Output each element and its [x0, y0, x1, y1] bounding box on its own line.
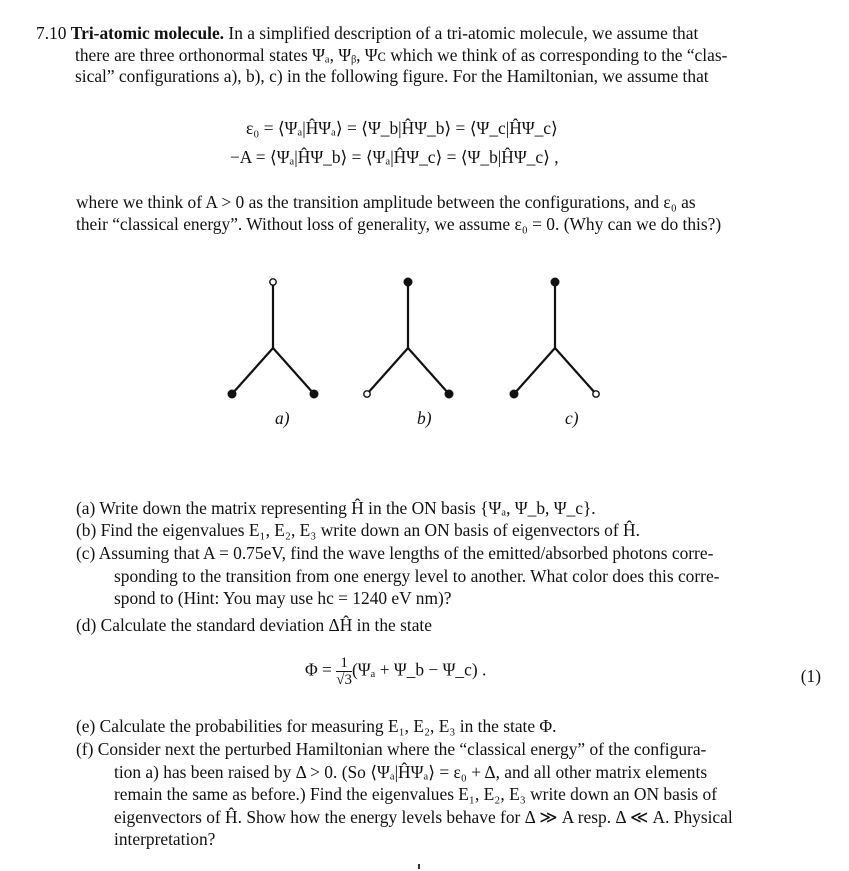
- phi-equation: [305, 655, 486, 688]
- problem-intro: [36, 23, 820, 88]
- phi-lhs: Φ =: [305, 659, 332, 680]
- item-f-line-2: tion a) has been raised by Δ > 0. (So ⟨Ψₐ|ĤΨₐ⟩ = ε₀ + Δ, and all other matrix elements: [114, 761, 708, 782]
- item-c: [76, 542, 822, 610]
- phi-rhs: (Ψₐ + Ψ_b − Ψ_c) .: [351, 659, 487, 680]
- label-b: b): [417, 408, 432, 428]
- equation-offdiagonal: −A = ⟨Ψₐ|ĤΨ_b⟩ = ⟨Ψₐ|ĤΨ_c⟩ = ⟨Ψ_b|ĤΨ_c⟩ ,: [230, 147, 559, 167]
- item-a-line-1: (a) Write down the matrix representing Ĥ in the ON basis {Ψₐ, Ψ_b, Ψ_c}.: [76, 498, 596, 518]
- item-c-line-3: spond to (Hint: You may use hc = 1240 eV nm)?: [114, 588, 452, 608]
- label-a: a): [275, 408, 290, 428]
- item-f-line-5: interpretation?: [114, 829, 216, 849]
- item-f-line-1: (f) Consider next the perturbed Hamiltonian where the “classical energy” of the configura-: [76, 739, 707, 759]
- item-e-line-1: (e) Calculate the probabilities for measuring E₁, E₂, E₃ in the state Φ.: [76, 716, 557, 736]
- item-f-line-4: eigenvectors of Ĥ. Show how the energy levels behave for Δ ≫ A resp. Δ ≪ A. Physical: [114, 806, 733, 827]
- item-a: [76, 497, 822, 520]
- intro-line-2: there are three orthonormal states Ψₐ, Ψᵦ, Ψᴄ which we think of as corresponding to the “clas-: [75, 44, 728, 65]
- item-f: [76, 738, 822, 851]
- item-b: [76, 519, 822, 542]
- phi-fraction: [336, 655, 352, 688]
- configuration-a-diagram: [229, 279, 318, 398]
- configuration-b-diagram: [364, 279, 453, 398]
- item-d: [76, 614, 822, 637]
- label-c: c): [565, 408, 579, 428]
- problem-title: Tri-atomic molecule.: [70, 23, 225, 43]
- after-line-1: where we think of A > 0 as the transition amplitude between the configurations, and ε₀ as: [76, 192, 696, 212]
- intro-text-1: In a simplified description of a tri-atomic molecule, we assume that: [228, 23, 699, 43]
- equation-number: (1): [800, 666, 821, 686]
- item-c-line-2: sponding to the transition from one energy level to another. What color does this corre-: [114, 565, 720, 586]
- phi-numerator: 1: [336, 655, 352, 672]
- item-b-line-1: (b) Find the eigenvalues E₁, E₂, E₃ write down an ON basis of eigenvectors of Ĥ.: [76, 520, 640, 540]
- equation-diagonal: ε₀ = ⟨Ψₐ|ĤΨₐ⟩ = ⟨Ψ_b|ĤΨ_b⟩ = ⟨Ψ_c|ĤΨ_c⟩: [246, 118, 558, 138]
- phi-denominator: √3: [336, 672, 352, 688]
- after-line-2: their “classical energy”. Without loss of generality, we assume ε₀ = 0. (Why can we do this?): [76, 213, 722, 234]
- item-c-line-1: (c) Assuming that A = 0.75eV, find the wave lengths of the emitted/absorbed photons corre-: [76, 543, 714, 563]
- intro-line-3: sical” configurations a), b), c) in the following figure. For the Hamiltonian, we assume that: [75, 66, 709, 86]
- problem-number: 7.10: [36, 23, 67, 43]
- configuration-c-diagram: [511, 279, 600, 398]
- item-d-line-1: (d) Calculate the standard deviation ΔĤ in the state: [76, 615, 432, 635]
- page-mark: [418, 864, 420, 869]
- assumption-paragraph: [76, 192, 820, 235]
- intro-line-1: [36, 23, 820, 45]
- item-e: [76, 715, 822, 738]
- item-f-line-3: remain the same as before.) Find the eigenvalues E₁, E₂, E₃ write down an ON basis of: [114, 784, 718, 804]
